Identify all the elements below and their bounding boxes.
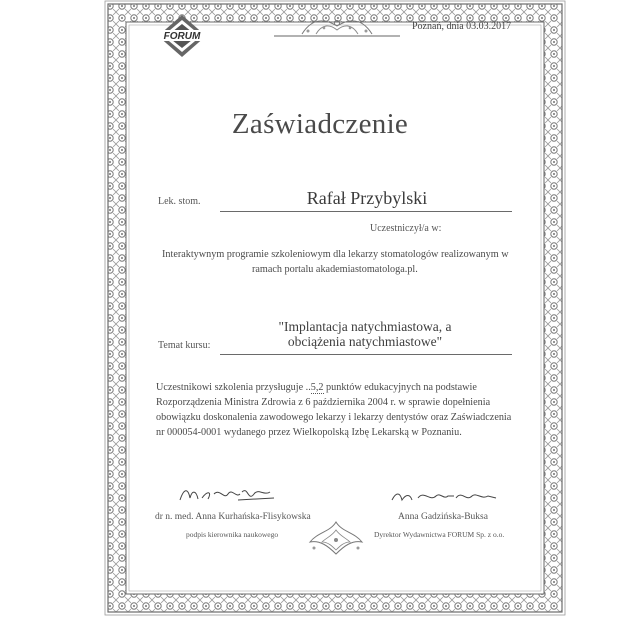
course-underline <box>220 354 512 355</box>
program-line-2: ramach portalu akademiastomatologa.pl. <box>252 264 418 275</box>
course-title-line-1: "Implantacja natychmiastowa, a <box>278 319 452 334</box>
course-label: Temat kursu: <box>158 340 211 351</box>
left-signatory-role: podpis kierownika naukowego <box>186 530 279 539</box>
right-signature-handwriting <box>390 486 500 506</box>
issue-date: Poznań, dnia 03.03.2017 <box>412 21 512 32</box>
right-signatory-name: Anna Gadzińska-Buksa <box>398 512 488 522</box>
right-signatory-role: Dyrektor Wydawnictwa FORUM Sp. z o.o. <box>374 530 505 539</box>
points-line-4: nr 000054-0001 wydanego przez Wielkopolską Izbę Lekarską w Poznaniu. <box>156 427 462 438</box>
points-line-1 <box>156 380 526 395</box>
name-underline <box>220 211 512 212</box>
points-line-3: obowiązku doskonalenia zawodowego lekarzy i lekarzy dentystów oraz Zaświadczenia <box>156 412 512 423</box>
points-line-2: Rozporządzenia Ministra Zdrowia z 6 października 2004 r. w sprawie dopełnienia <box>156 397 491 408</box>
certificate-title: Zaświadczenie <box>231 108 409 140</box>
logo-text: FORUM <box>163 31 201 42</box>
left-signature-handwriting <box>178 484 278 506</box>
points-value: 5,2 <box>310 382 324 393</box>
participant-label: Uczestniczył/a w: <box>370 223 442 234</box>
recipient-name: Rafał Przybylski <box>306 188 428 208</box>
bottom-ornament <box>300 518 372 558</box>
points-suffix: punktów edukacyjnych na podstawie <box>323 382 477 393</box>
course-title-line-2: obciążenia natychmiastowe" <box>287 334 443 349</box>
top-ornament <box>272 14 402 40</box>
points-prefix: Uczestnikowi szkolenia przysługuje .. <box>156 382 311 393</box>
forum-logo <box>157 14 207 58</box>
course-title <box>220 319 510 349</box>
recipient-label: Lek. stom. <box>158 196 201 207</box>
program-line-1: Interaktywnym programie szkoleniowym dla lekarzy stomatologów realizowanym w <box>162 249 509 260</box>
left-signatory-name: dr n. med. Anna Kurhańska-Flisykowska <box>155 512 311 522</box>
